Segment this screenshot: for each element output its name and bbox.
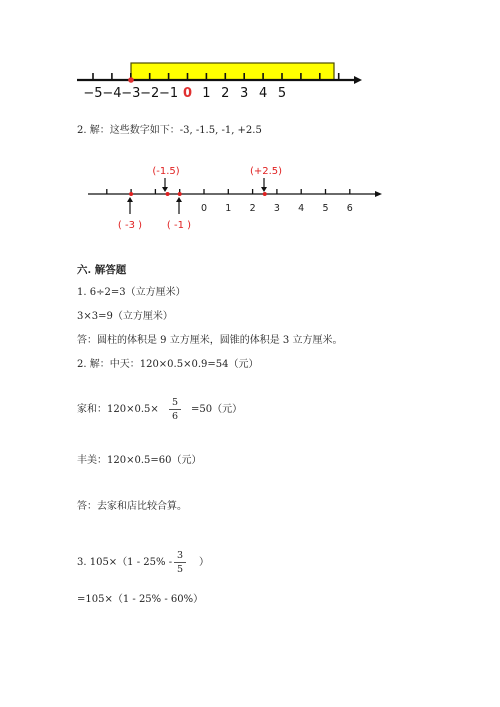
tick-label: 1 [202, 86, 211, 101]
point [263, 192, 267, 196]
tick-label: 2 [221, 86, 230, 101]
number-line-1 [0, 0, 500, 110]
axis-arrow-2 [375, 191, 382, 197]
point [129, 192, 133, 196]
point [178, 192, 182, 196]
fraction-denominator: 5 [176, 564, 184, 575]
arrowhead-minus-1 [176, 197, 182, 202]
solution-2-jiahe: 家和：120×0.5× [77, 404, 159, 415]
tick-label: 0 [182, 86, 193, 101]
solution-3-close: ） [199, 557, 209, 568]
jiahe-result: =50（元） [191, 404, 243, 415]
tick-label: 2 [249, 203, 256, 214]
tick-label: 5 [322, 203, 329, 214]
solution-2-answer: 答：去家和店比较合算。 [77, 501, 187, 512]
arrowhead-minus-1-5 [162, 187, 168, 192]
arrowhead-minus-3 [127, 197, 133, 202]
fraction-numerator: 3 [176, 550, 184, 561]
arrowhead-plus-2-5 [261, 187, 267, 192]
tick-label: 3 [240, 86, 249, 101]
tick-label: 0 [200, 203, 208, 214]
fraction-denominator: 6 [171, 411, 179, 422]
tick-label: 5 [277, 86, 287, 101]
fraction-numerator: 5 [171, 397, 179, 408]
tick-label: 4 [258, 86, 268, 101]
tick-label: 6 [346, 203, 353, 214]
tick-label: −1 [159, 86, 179, 101]
tick-label: 3 [273, 203, 280, 214]
section-heading: 六. 解答题 [77, 264, 127, 276]
number-line-2 [0, 150, 500, 240]
label-plus-2-5: (+2.5) [249, 166, 283, 177]
tick-label: −3 [121, 86, 141, 101]
solution-3-line-2: =105×（1 - 25% - 60%） [77, 594, 204, 605]
label-minus-1: ( -1 ) [166, 220, 192, 231]
tick-label: −5 [83, 86, 103, 101]
q2-text: 2. 解：这些数字如下：-3, -1.5, -1, +2.5 [77, 125, 262, 136]
label-minus-3: ( -3 ) [117, 220, 143, 231]
solution-1-line-2: 3×3=9（立方厘米） [77, 311, 173, 322]
solution-2-zhongtian: 2. 解：中天：120×0.5×0.9=54（元） [77, 359, 259, 370]
point [166, 192, 170, 196]
solution-1-answer: 答：圆柱的体积是 9 立方厘米，圆锥的体积是 3 立方厘米。 [77, 335, 343, 346]
tick-label: −4 [102, 86, 122, 101]
fraction-3-5 [174, 550, 186, 575]
label-minus-1-5: (-1.5) [152, 166, 180, 177]
solution-2-fengmei: 丰美：120×0.5=60（元） [77, 455, 202, 466]
point-minus-3 [128, 77, 134, 83]
tick-label: −2 [140, 86, 160, 101]
solution-1-line-1: 1. 6÷2=3（立方厘米） [77, 287, 186, 298]
fraction-5-6 [169, 397, 181, 422]
tick-label: 1 [225, 203, 232, 214]
axis-arrow [354, 76, 362, 84]
highlight-region [131, 63, 334, 80]
tick-label: 4 [298, 203, 305, 214]
solution-3-line-1: 3. 105×（1 - 25% - [77, 557, 173, 568]
